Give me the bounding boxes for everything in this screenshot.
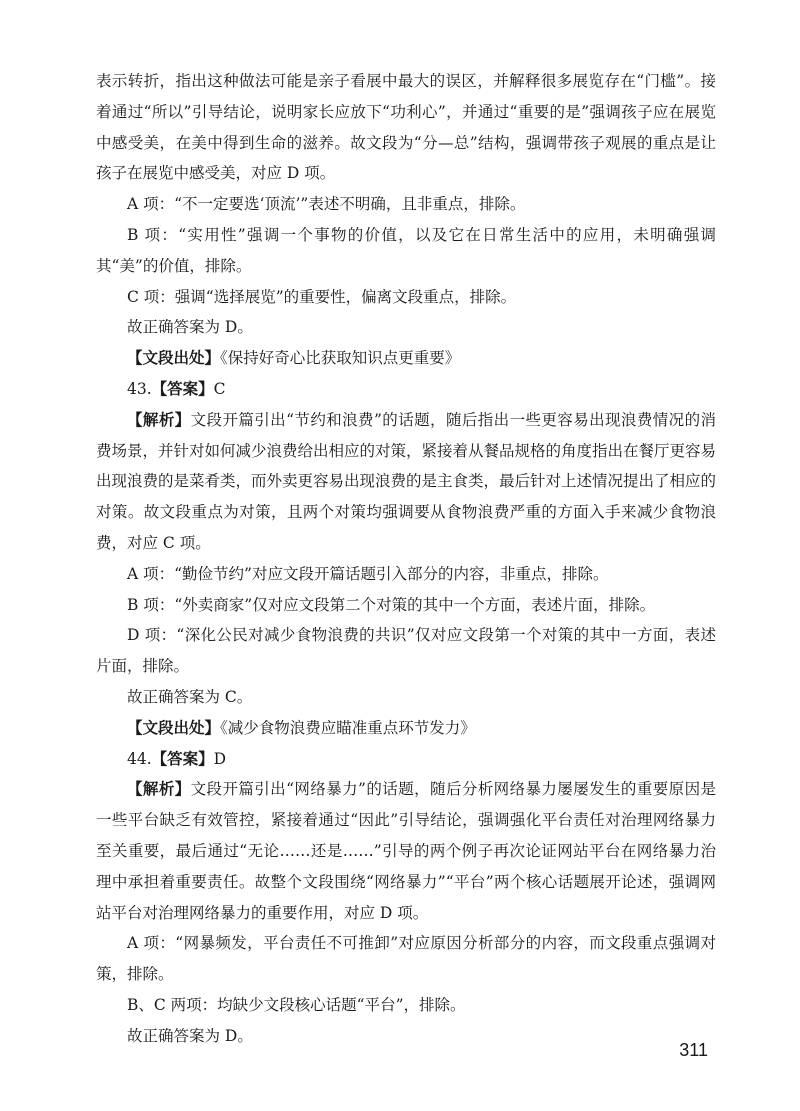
q43-analysis-label: 【解析】 — [127, 410, 191, 429]
q43-option-d: D 项：“深化公民对减少食物浪费的共识”仅对应文段第一个对策的其中一方面，表述片面，排除。 — [96, 626, 716, 676]
q44-analysis — [96, 774, 716, 928]
q42-conclusion: 故正确答案为 D。 — [127, 318, 253, 337]
q44-number: 44. — [127, 749, 152, 768]
q42-option-c: C 项：强调“选择展览”的重要性，偏离文段重点，排除。 — [127, 287, 517, 306]
q43-source-text: 《减少食物浪费应瞄准重点环节发力》 — [220, 718, 476, 737]
q43-answer-label: 【答案】 — [151, 379, 214, 398]
q42-source-label: 【文段出处】 — [127, 349, 221, 368]
q43-source — [96, 713, 716, 744]
q43-analysis — [96, 405, 716, 559]
q43-option-a: A 项：“勤俭节约”对应文段开篇话题引入部分的内容，非重点，排除。 — [127, 564, 609, 583]
q44-option-bc: B、C 两项：均缺少文段核心话题“平台”，排除。 — [127, 995, 466, 1014]
q42-option-a: A 项：“不一定要选‘顶流’”表述不明确，且非重点，排除。 — [127, 195, 526, 214]
q43-source-label: 【文段出处】 — [127, 718, 221, 737]
q44-option-a: A 项：“网暴频发，平台责任不可推卸”对应原因分析部分的内容，而文段重点强调对策，排除。 — [96, 934, 716, 984]
q43-answer-value: C — [213, 379, 226, 398]
q44-answer-value: D — [213, 749, 227, 768]
q44-answer-label: 【答案】 — [151, 749, 214, 768]
q42-option-b: B 项：“实用性”强调一个事物的价值，以及它在日常生活中的应用，未明确强调其“美”的价值，排除。 — [96, 225, 716, 275]
q44-analysis-text: 文段开篇引出“网络暴力”的话题，随后分析网络暴力屡屡发生的重要原因是一些平台缺乏有效管控，紧接着通过“因此”引导结论，强调强化平台责任对治理网络暴力至关重要，最后通过“无论……还是……”引导的两个例子再次论证网站平台在网络暴力治理中承担着重要责任。故整个文段围绕“网络暴力”“平台”两个核心话题展开论述，强调网站平台对治理网络暴力的重要作用，对应 D 项。 — [96, 780, 716, 922]
q42-source-text: 《保持好奇心比获取知识点更重要》 — [220, 349, 461, 368]
q44-analysis-label: 【解析】 — [127, 780, 191, 799]
q42-source — [96, 343, 716, 374]
q44-conclusion: 故正确答案为 D。 — [127, 1026, 253, 1045]
q43-conclusion: 故正确答案为 C。 — [127, 687, 253, 706]
page-content — [96, 66, 716, 1052]
q43-answer — [96, 374, 716, 405]
q43-option-b: B 项：“外卖商家”仅对应文段第二个对策的其中一个方面，表述片面，排除。 — [127, 595, 656, 614]
page-number: 311 — [679, 1040, 708, 1060]
intro-paragraph: 表示转折，指出这种做法可能是亲子看展中最大的误区，并解释很多展览存在“门槛”。接着通过“所以”引导结论，说明家长应放下“功利心”，并通过“重要的是”强调孩子应在展览中感受美，在美中得到生命的滋养。故文段为“分—总”结构，强调带孩子观展的重点是让孩子在展览中感受美，对应 D 项。 — [96, 72, 716, 183]
q43-analysis-text: 文段开篇引出“节约和浪费”的话题，随后指出一些更容易出现浪费情况的消费场景，并针对如何减少浪费给出相应的对策，紧接着从餐品规格的角度指出在餐厅更容易出现浪费的是菜肴类，而外卖更容易出现浪费的是主食类，最后针对上述情况提出了相应的对策。故文段重点为对策，且两个对策均强调要从食物浪费严重的方面入手来减少食物浪费，对应 C 项。 — [96, 410, 717, 552]
q43-number: 43. — [127, 379, 152, 398]
q44-answer — [96, 744, 716, 775]
